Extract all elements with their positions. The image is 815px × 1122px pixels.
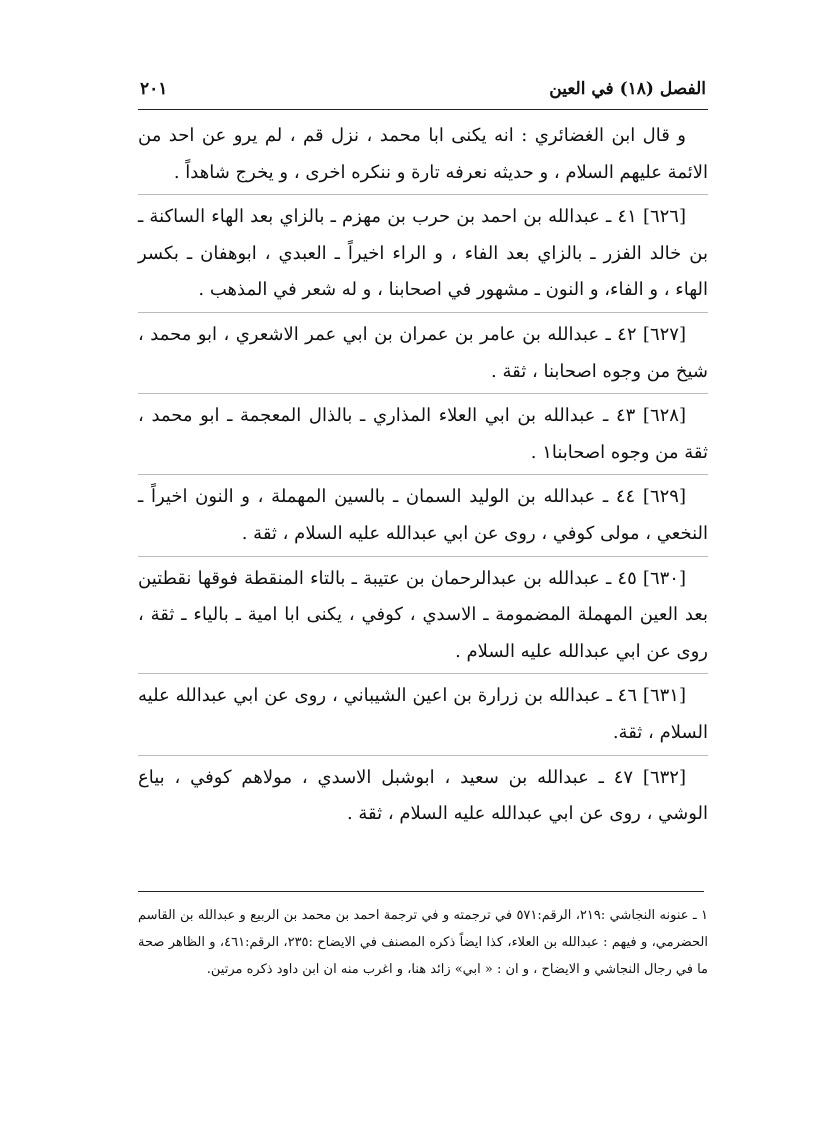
paragraph-divider (138, 673, 708, 674)
paragraph-divider (138, 755, 708, 756)
footnote-1: ١ ـ عنونه النجاشي :٢١٩، الرقم:٥٧١ في ترجمته و في ترجمة احمد بن محمد بن الربيع و عبدالله بن القاسم الحضرمي، و فيهم : عبدالله بن العلاء، كذا ايضاً ذكره المصنف في الايضاح :٢٣٥، الرقم:٤٦١، و الظاهر صحة ما في رجال النجاشي و الايضاح ، و ان : « ابي» زائد هنا، و اغرب منه ان ابن داود ذكره مرتين. (138, 908, 708, 977)
entry-627: [٦٢٧] ٤٢ ـ عبدالله بن عامر بن عمران بن ابي عمر الاشعري ، ابو محمد ، شيخ من وجوه اصحابنا ، ثقة . (138, 323, 708, 382)
chapter-title: الفصل (١٨) في العين (549, 79, 706, 99)
page-number: ٢٠١ (140, 79, 168, 99)
entry-629: [٦٢٩] ٤٤ ـ عبدالله بن الوليد السمان ـ بالسين المهملة ، و النون اخيراً ـ النخعي ، مولى كوفي ، روى عن ابي عبدالله عليه السلام ، ثقة . (138, 486, 708, 544)
paragraph-divider (138, 556, 708, 557)
paragraph-divider (138, 393, 708, 394)
header-divider (138, 109, 708, 110)
paragraph-divider (138, 194, 708, 195)
footnotes (138, 902, 708, 983)
entry-632: [٦٣٢] ٤٧ ـ عبدالله بن سعيد ، ابوشبل الاسدي ، مولاهم كوفي ، بياع الوشي ، روى عن ابي عبدالله عليه السلام ، ثقة . (138, 766, 708, 825)
main-text (138, 118, 708, 833)
footnote-divider (138, 891, 704, 892)
paragraph-divider (138, 312, 708, 313)
paragraph: و قال ابن الغضائري : انه يكنى ابا محمد ، نزل قم ، لم يرو عن احد من الائمة عليهم السلام ، و حديثه نعرفه تارة و ننكره اخرى ، و يخرج شاهداً . (138, 125, 708, 183)
entry-631: [٦٣١] ٤٦ ـ عبدالله بن زرارة بن اعين الشيباني ، روى عن ابي عبدالله عليه السلام ، ثقة. (138, 685, 708, 743)
entry-628: [٦٢٨] ٤٣ ـ عبدالله بن ابي العلاء المذاري ـ بالذال المعجمة ـ ابو محمد ، ثقة من وجوه اصحابنا١ . (138, 405, 708, 463)
entry-626: [٦٢٦] ٤١ ـ عبدالله بن احمد بن حرب بن مهزم ـ بالزاي بعد الهاء الساكنة ـ بن خالد الفزر ـ بالزاي بعد الفاء ، و الراء اخيراً ـ العبدي ، ابوهفان ـ بكسر الهاء ، و الفاء، و النون ـ مشهور في اصحابنا ، و له شعر في المذهب . (138, 206, 708, 301)
paragraph-divider (138, 474, 708, 475)
page-header (140, 74, 706, 104)
entry-630: [٦٣٠] ٤٥ ـ عبدالله بن عبدالرحمان بن عتيبة ـ بالتاء المنقطة فوقها نقطتين بعد العين المهملة المضمومة ـ الاسدي ، كوفي ، يكنى ابا امية ـ بالياء ـ ثقة ، روى عن ابي عبدالله عليه السلام . (138, 567, 708, 662)
